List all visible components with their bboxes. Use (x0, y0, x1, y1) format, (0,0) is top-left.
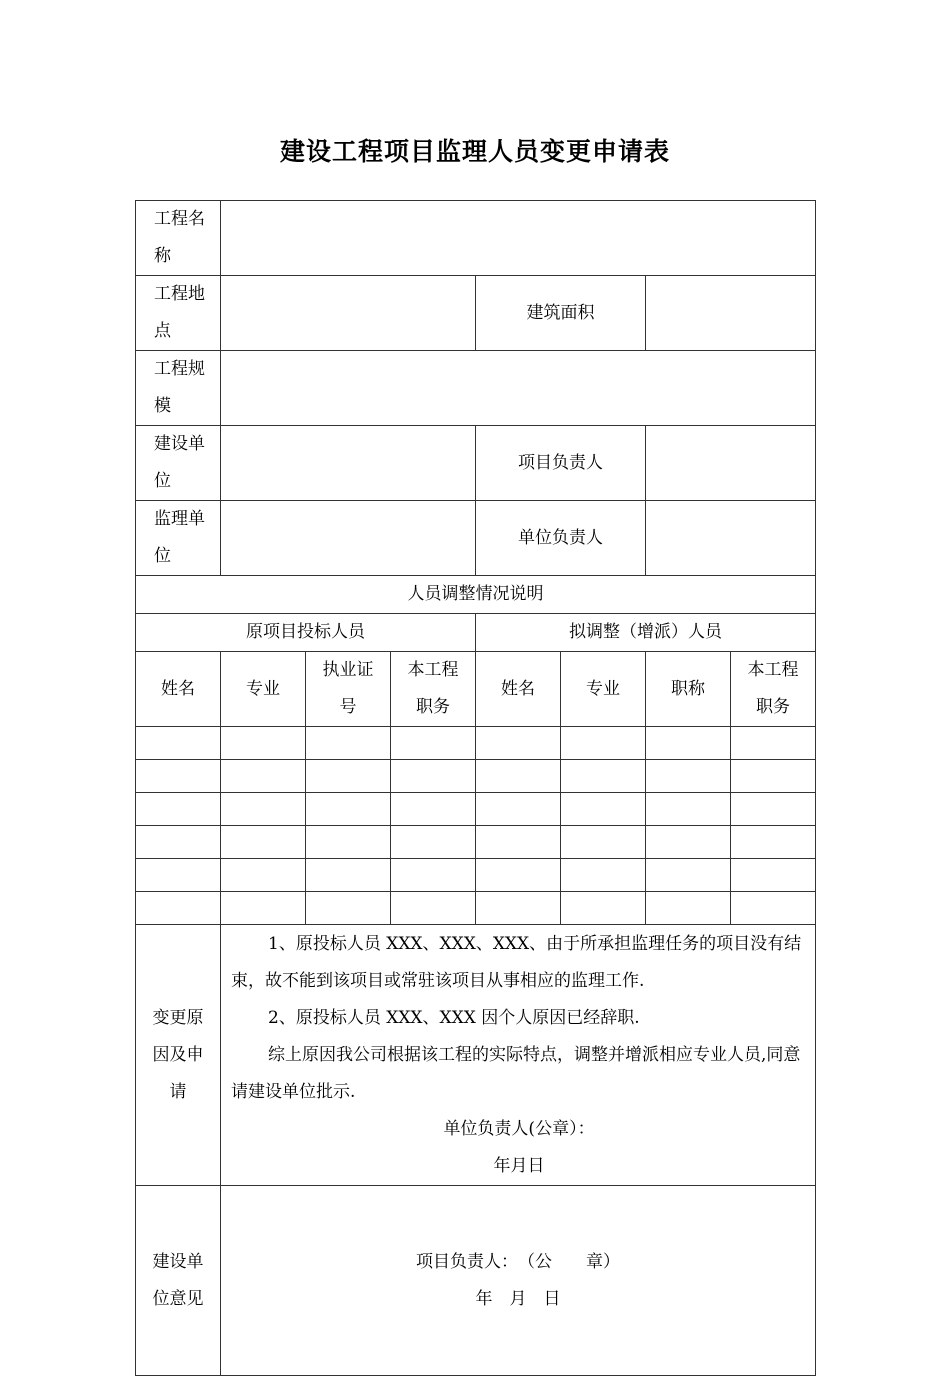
cell[interactable] (476, 793, 561, 826)
reason-signature: 单位负责人(公章）： (443, 1119, 595, 1139)
left-duty-header-line2: 职务 (416, 697, 450, 717)
cell[interactable] (221, 760, 306, 793)
cell[interactable] (306, 793, 391, 826)
project-scale-value[interactable] (221, 351, 816, 426)
cell[interactable] (731, 826, 816, 859)
project-scale-row (136, 351, 816, 426)
opinion-label (136, 1186, 221, 1376)
construction-unit-value[interactable] (221, 426, 476, 501)
left-cert-header-line2: 号 (339, 697, 357, 717)
page-title: 建设工程项目监理人员变更申请表 (279, 137, 670, 166)
personnel-row (136, 859, 816, 892)
reason-content (221, 925, 816, 1186)
cell[interactable] (391, 859, 476, 892)
reason-label-line2: 因及申 (152, 1044, 204, 1065)
supervision-unit-value[interactable] (221, 501, 476, 576)
cell[interactable] (561, 793, 646, 826)
right-name-header: 姓名 (476, 652, 561, 727)
left-duty-header (391, 652, 476, 727)
project-scale-label: 工程规模 (136, 351, 221, 426)
supervision-unit-row (136, 501, 816, 576)
cell[interactable] (136, 727, 221, 760)
personnel-row (136, 892, 816, 925)
right-duty-header-line2: 职务 (756, 697, 790, 717)
cell[interactable] (731, 760, 816, 793)
cell[interactable] (646, 793, 731, 826)
opinion-signature: 项目负责人： （公 章） (416, 1251, 620, 1272)
cell[interactable] (561, 859, 646, 892)
cell[interactable] (391, 727, 476, 760)
cell[interactable] (561, 892, 646, 925)
project-name-row (136, 201, 816, 276)
right-duty-header (731, 652, 816, 727)
right-duty-header-line1: 本工程 (747, 660, 799, 680)
unit-leader-value[interactable] (646, 501, 816, 576)
cell[interactable] (136, 760, 221, 793)
left-name-header: 姓名 (136, 652, 221, 727)
cell[interactable] (306, 760, 391, 793)
cell[interactable] (561, 760, 646, 793)
cell[interactable] (391, 892, 476, 925)
cell[interactable] (476, 892, 561, 925)
cell[interactable] (561, 727, 646, 760)
building-area-value[interactable] (646, 276, 816, 351)
project-location-value[interactable] (221, 276, 476, 351)
cell[interactable] (221, 859, 306, 892)
supervision-unit-label: 监理单位 (136, 501, 221, 576)
cell[interactable] (391, 826, 476, 859)
left-cert-header-line1: 执业证 (322, 660, 374, 680)
personnel-row (136, 793, 816, 826)
cell[interactable] (136, 793, 221, 826)
cell[interactable] (306, 859, 391, 892)
cell[interactable] (731, 859, 816, 892)
adjustment-header: 人员调整情况说明 (136, 576, 816, 614)
left-duty-header-line1: 本工程 (407, 660, 459, 680)
cell[interactable] (646, 826, 731, 859)
right-title-header: 职称 (646, 652, 731, 727)
project-location-row (136, 276, 816, 351)
cell[interactable] (731, 727, 816, 760)
reason-date: 年月日 (493, 1156, 545, 1176)
cell[interactable] (646, 727, 731, 760)
opinion-label-line1: 建设单 (152, 1251, 204, 1272)
cell[interactable] (646, 859, 731, 892)
project-name-value[interactable] (221, 201, 816, 276)
adjustment-header-row (136, 576, 816, 614)
cell[interactable] (136, 826, 221, 859)
building-area-label: 建筑面积 (476, 276, 646, 351)
reason-row (136, 925, 816, 1186)
cell[interactable] (221, 727, 306, 760)
cell[interactable] (221, 826, 306, 859)
personnel-row (136, 727, 816, 760)
opinion-content[interactable] (221, 1186, 816, 1376)
reason-paragraph-1: 1、原投标人员 XXX、XXX、XXX、由于所承担监理任务的项目没有结束，故不能到该项目或常驻该项目从事相应的监理工作. (231, 934, 802, 991)
cell[interactable] (136, 859, 221, 892)
construction-unit-row (136, 426, 816, 501)
cell[interactable] (306, 892, 391, 925)
cell[interactable] (476, 727, 561, 760)
personnel-row (136, 760, 816, 793)
group-header-row (136, 614, 816, 652)
personnel-row (136, 826, 816, 859)
cell[interactable] (476, 826, 561, 859)
project-name-label: 工程名称 (136, 201, 221, 276)
cell[interactable] (221, 892, 306, 925)
cell[interactable] (136, 892, 221, 925)
reason-paragraph-3: 综上原因我公司根据该工程的实际特点，调整并增派相应专业人员,同意请建设单位批示. (231, 1045, 801, 1102)
cell[interactable] (306, 826, 391, 859)
cell[interactable] (646, 892, 731, 925)
cell[interactable] (731, 892, 816, 925)
cell[interactable] (306, 727, 391, 760)
cell[interactable] (646, 760, 731, 793)
cell[interactable] (476, 760, 561, 793)
application-form-table (135, 200, 816, 1376)
opinion-label-line2: 位意见 (152, 1288, 204, 1309)
reason-label-line1: 变更原 (152, 1007, 204, 1028)
reason-label (136, 925, 221, 1186)
construction-unit-label: 建设单位 (136, 426, 221, 501)
cell[interactable] (391, 793, 476, 826)
right-major-header: 专业 (561, 652, 646, 727)
cell[interactable] (391, 760, 476, 793)
reason-paragraph-2: 2、原投标人员 XXX、XXX 因个人原因已经辞职. (268, 1008, 640, 1028)
column-header-row (136, 652, 816, 727)
original-group-header: 原项目投标人员 (136, 614, 476, 652)
cell[interactable] (731, 793, 816, 826)
cell[interactable] (221, 793, 306, 826)
unit-leader-label: 单位负责人 (476, 501, 646, 576)
left-cert-header (306, 652, 391, 727)
opinion-row (136, 1186, 816, 1376)
new-group-header: 拟调整（增派）人员 (476, 614, 816, 652)
project-leader-label: 项目负责人 (476, 426, 646, 501)
project-location-label: 工程地点 (136, 276, 221, 351)
opinion-date: 年 月 日 (475, 1288, 561, 1309)
left-major-header: 专业 (221, 652, 306, 727)
cell[interactable] (561, 826, 646, 859)
cell[interactable] (476, 859, 561, 892)
reason-label-line3: 请 (169, 1081, 187, 1102)
project-leader-value[interactable] (646, 426, 816, 501)
